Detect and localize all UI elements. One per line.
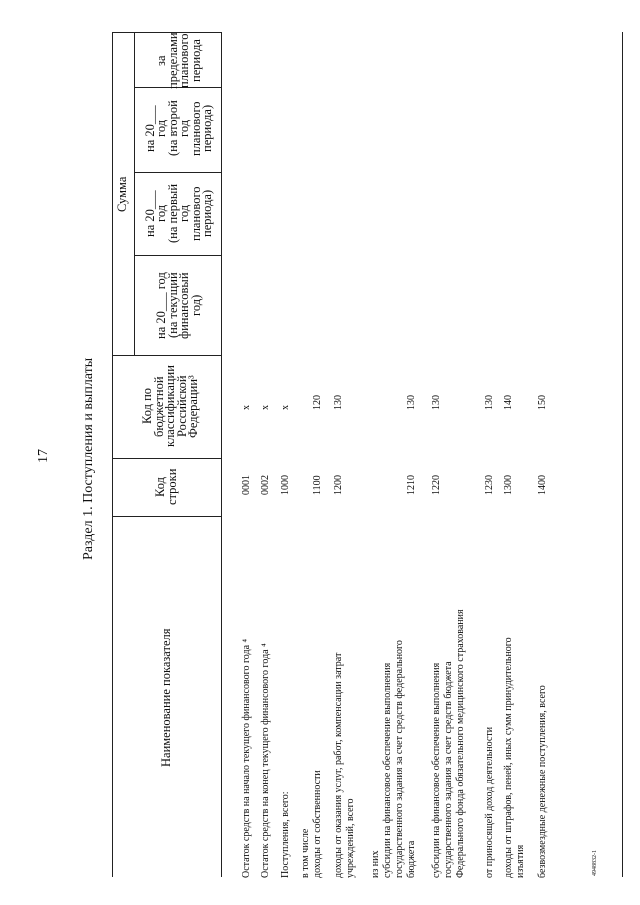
row-name: учреждений, всего [345, 798, 356, 878]
header-second-plan-year: год [154, 119, 168, 137]
row-line-code: 1000 [280, 475, 291, 495]
row-line-code: 1230 [484, 475, 495, 495]
row-name: субсидии на финансовое обеспечение выполнения [382, 662, 393, 878]
row-name: доходы от штрафов, пеней, иных сумм принудительного [503, 637, 514, 878]
sum-row-divider [134, 32, 135, 355]
row-name: изъятия [515, 844, 526, 878]
header-first-plan-year: год [177, 204, 191, 222]
footer-id: 4948832-1 [592, 850, 598, 876]
row-name: Поступления, всего: [280, 791, 291, 878]
header-first-plan-year: год [154, 204, 168, 222]
header-second-plan-year: периода) [200, 104, 214, 152]
row-name: Федерального фонда обязательного медицинского страхования [455, 609, 466, 878]
divider-current-year [134, 255, 222, 256]
row-budget-code: 120 [312, 395, 323, 410]
row-budget-code: 130 [484, 395, 495, 410]
header-budget-code: Российской [174, 375, 189, 437]
header-beyond-plan: пределами [165, 31, 180, 89]
row-budget-code: 130 [431, 395, 442, 410]
section-title: Раздел 1. Поступления и выплаты [81, 357, 96, 560]
divider-budget-code [112, 355, 222, 356]
row-budget-code: x [260, 405, 271, 410]
header-line-code: Код [153, 477, 167, 497]
header-current-year: год) [188, 294, 203, 316]
header-first-plan-year: на 20___ [142, 189, 157, 237]
row-name: безвозмездные денежные поступления, всего [537, 685, 548, 878]
row-line-code: 1300 [503, 475, 514, 495]
table-border-left [112, 32, 113, 877]
row-line-code: 0002 [260, 475, 271, 495]
header-current-year: финансовый [177, 271, 191, 339]
row-line-code: 1220 [431, 475, 442, 495]
header-budget-code: Код по [140, 387, 155, 424]
header-second-plan-year: год [177, 119, 191, 137]
row-line-code: 1400 [537, 475, 548, 495]
divider-first-plan [134, 172, 222, 173]
header-current-year: на 20___ год [154, 271, 168, 339]
header-name: Наименование показателя [159, 627, 173, 767]
header-budget-code: Федерации³ [186, 374, 201, 438]
header-second-plan-year: (на второй [165, 100, 180, 156]
row-budget-code: 150 [537, 395, 548, 410]
divider-name-line [112, 516, 222, 517]
header-budget-code: классификации [163, 365, 178, 447]
row-name: от приносящей доход деятельности [484, 726, 495, 878]
row-name: доходы от собственности [312, 770, 323, 878]
header-current-year: (на текущий [165, 272, 180, 338]
row-name: из них [370, 850, 381, 878]
header-second-plan-year: планового [188, 100, 203, 156]
divider-line-code [112, 458, 222, 459]
header-sum: Сумма [115, 176, 129, 212]
header-beyond-plan: периода [188, 38, 203, 82]
row-budget-code: x [241, 405, 252, 410]
row-budget-code: x [280, 405, 291, 410]
header-beyond-plan: за [154, 55, 168, 66]
header-first-plan-year: периода) [200, 189, 214, 237]
row-budget-code: 140 [503, 395, 514, 410]
row-line-code: 1200 [333, 475, 344, 495]
header-budget-code: бюджетной [151, 375, 166, 437]
header-line-code: строки [165, 468, 179, 505]
header-second-plan-year: на 20___ [142, 104, 157, 152]
row-budget-code: 130 [406, 395, 417, 410]
row-name: в том числе [300, 828, 311, 878]
header-first-plan-year: (на первый [165, 183, 180, 243]
header-beyond-plan: планового [177, 32, 191, 88]
row-name: государственного задания за счет средств федерального [394, 640, 405, 878]
body-right-border [622, 32, 623, 877]
row-line-code: 0001 [241, 475, 252, 495]
header-bottom-rule [221, 32, 222, 877]
row-name: Остаток средств на конец текущего финансового года ⁴ [260, 643, 271, 878]
row-name: бюджета [406, 840, 417, 878]
row-budget-code: 130 [333, 395, 344, 410]
header-first-plan-year: планового [188, 185, 203, 241]
row-line-code: 1210 [406, 475, 417, 495]
page-number: 17 [36, 449, 51, 463]
row-name: субсидии на финансовое обеспечение выполнения [431, 662, 442, 878]
row-name: государственного задания за счет средств бюджета [443, 661, 454, 878]
row-line-code: 1100 [312, 475, 323, 495]
row-name: доходы от оказания услуг, работ, компенсации затрат [333, 652, 344, 878]
row-name: Остаток средств на начало текущего финансового года ⁴ [241, 638, 252, 878]
